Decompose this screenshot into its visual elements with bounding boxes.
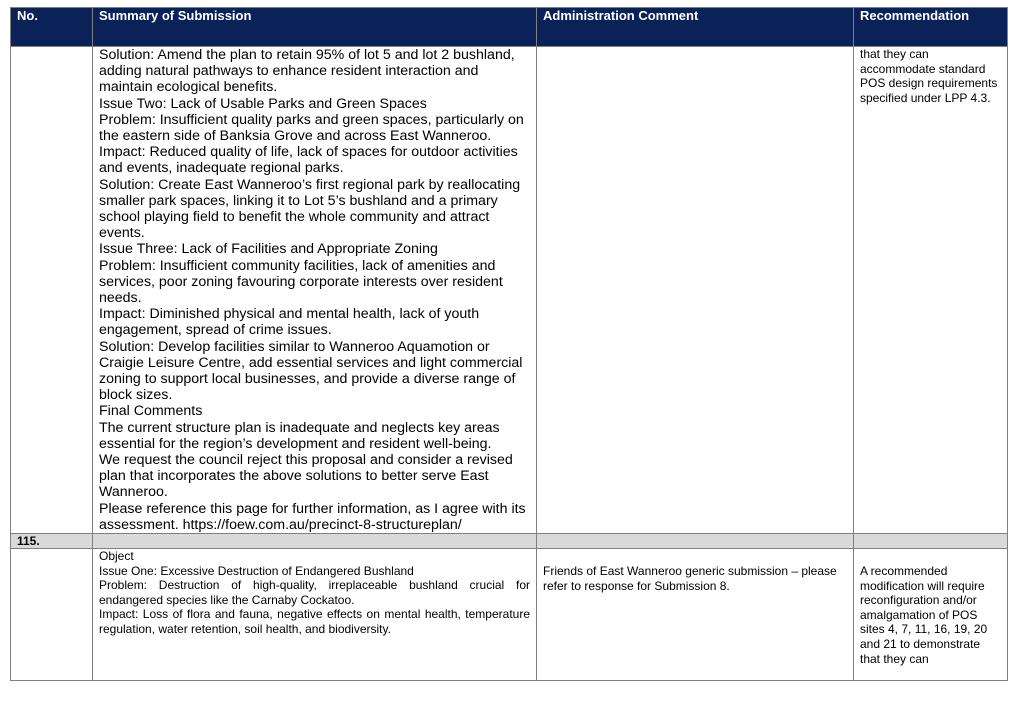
- header-no: No.: [11, 8, 93, 47]
- table-row: [11, 549, 1008, 681]
- header-admin-comment: Administration Comment: [537, 8, 854, 47]
- header-recommendation: Recommendation: [854, 8, 1008, 47]
- summary-line: Issue One: Excessive Destruction of Endangered Bushland: [99, 563, 414, 578]
- summary-line: Problem: Insufficient community facilities, lack of amenities and services, poor zoning favouring corporate interests over resident needs.: [99, 257, 503, 307]
- submission-number: 115.: [11, 534, 93, 549]
- summary-line: Solution: Develop facilities similar to Wanneroo Aquamotion or Craigie Leisure Centre, add essential services and light commercial zoning to support local businesses, and provide a diverse range of block sizes.: [99, 338, 523, 404]
- summary-line: The current structure plan is inadequate and neglects key areas essential for the region’s development and resident well-being.: [99, 419, 500, 452]
- summary-line: Impact: Diminished physical and mental health, lack of youth engagement, spread of crime issues.: [99, 306, 480, 339]
- summary-line: Issue Three: Lack of Facilities and Appropriate Zoning: [99, 241, 438, 258]
- cell-no: [11, 549, 93, 681]
- submission-number-row: [11, 534, 1008, 549]
- summary-line: Solution: Amend the plan to retain 95% of lot 5 and lot 2 bushland, adding natural pathways to enhance resident interaction and maintain ecological benefits.: [99, 47, 515, 96]
- summary-line: Please reference this page for further information, as I agree with its assessment. https://foew.com.au/precinct-8-structureplan/: [99, 500, 526, 533]
- table-row: [11, 47, 1008, 534]
- summary-line: Problem: Destruction of high-quality, irreplaceable bushland crucial for endangered species like the Carnaby Cockatoo.: [99, 578, 530, 607]
- summary-line: Impact: Loss of flora and fauna, negative effects on mental health, temperature regulation, water retention, soil health, and biodiversity.: [99, 607, 530, 637]
- summary-line: Issue Two: Lack of Usable Parks and Green Spaces: [99, 95, 427, 112]
- summary-line: Problem: Insufficient quality parks and green spaces, particularly on the eastern side of Banksia Grove and across East Wanneroo.: [99, 111, 524, 145]
- cell-admin-comment: [537, 47, 854, 534]
- summary-line: Final Comments: [99, 403, 203, 420]
- cell-recommendation: A recommended modification will require reconfiguration and/or amalgamation of POS sites 4, 7, 11, 16, 19, 20 and 21 to demonstrate that they can: [854, 549, 1008, 681]
- cell-admin-comment: Friends of East Wanneroo generic submission – please refer to response for Submission 8.: [537, 549, 854, 681]
- cell-summary: [93, 47, 537, 534]
- cell-summary: [93, 549, 537, 681]
- cell-no: [11, 47, 93, 534]
- summary-line: Impact: Reduced quality of life, lack of spaces for outdoor activities and events, inadequate regional parks.: [99, 144, 518, 177]
- summary-line: Solution: Create East Wanneroo’s first regional park by reallocating smaller park spaces, linking it to Lot 5’s bushland and a primary school playing field to benefit the whole community and attract events.: [99, 176, 521, 242]
- summary-line: We request the council reject this proposal and consider a revised plan that incorporates the above solutions to better serve East Wanneroo.: [99, 452, 513, 501]
- header-summary: Summary of Submission: [93, 8, 537, 47]
- summary-line: Object: [99, 549, 134, 564]
- table-header-row: [11, 8, 1008, 47]
- cell-recommendation: that they can accommodate standard POS design requirements specified under LPP 4.3.: [854, 47, 1008, 534]
- submissions-table: [10, 7, 1008, 681]
